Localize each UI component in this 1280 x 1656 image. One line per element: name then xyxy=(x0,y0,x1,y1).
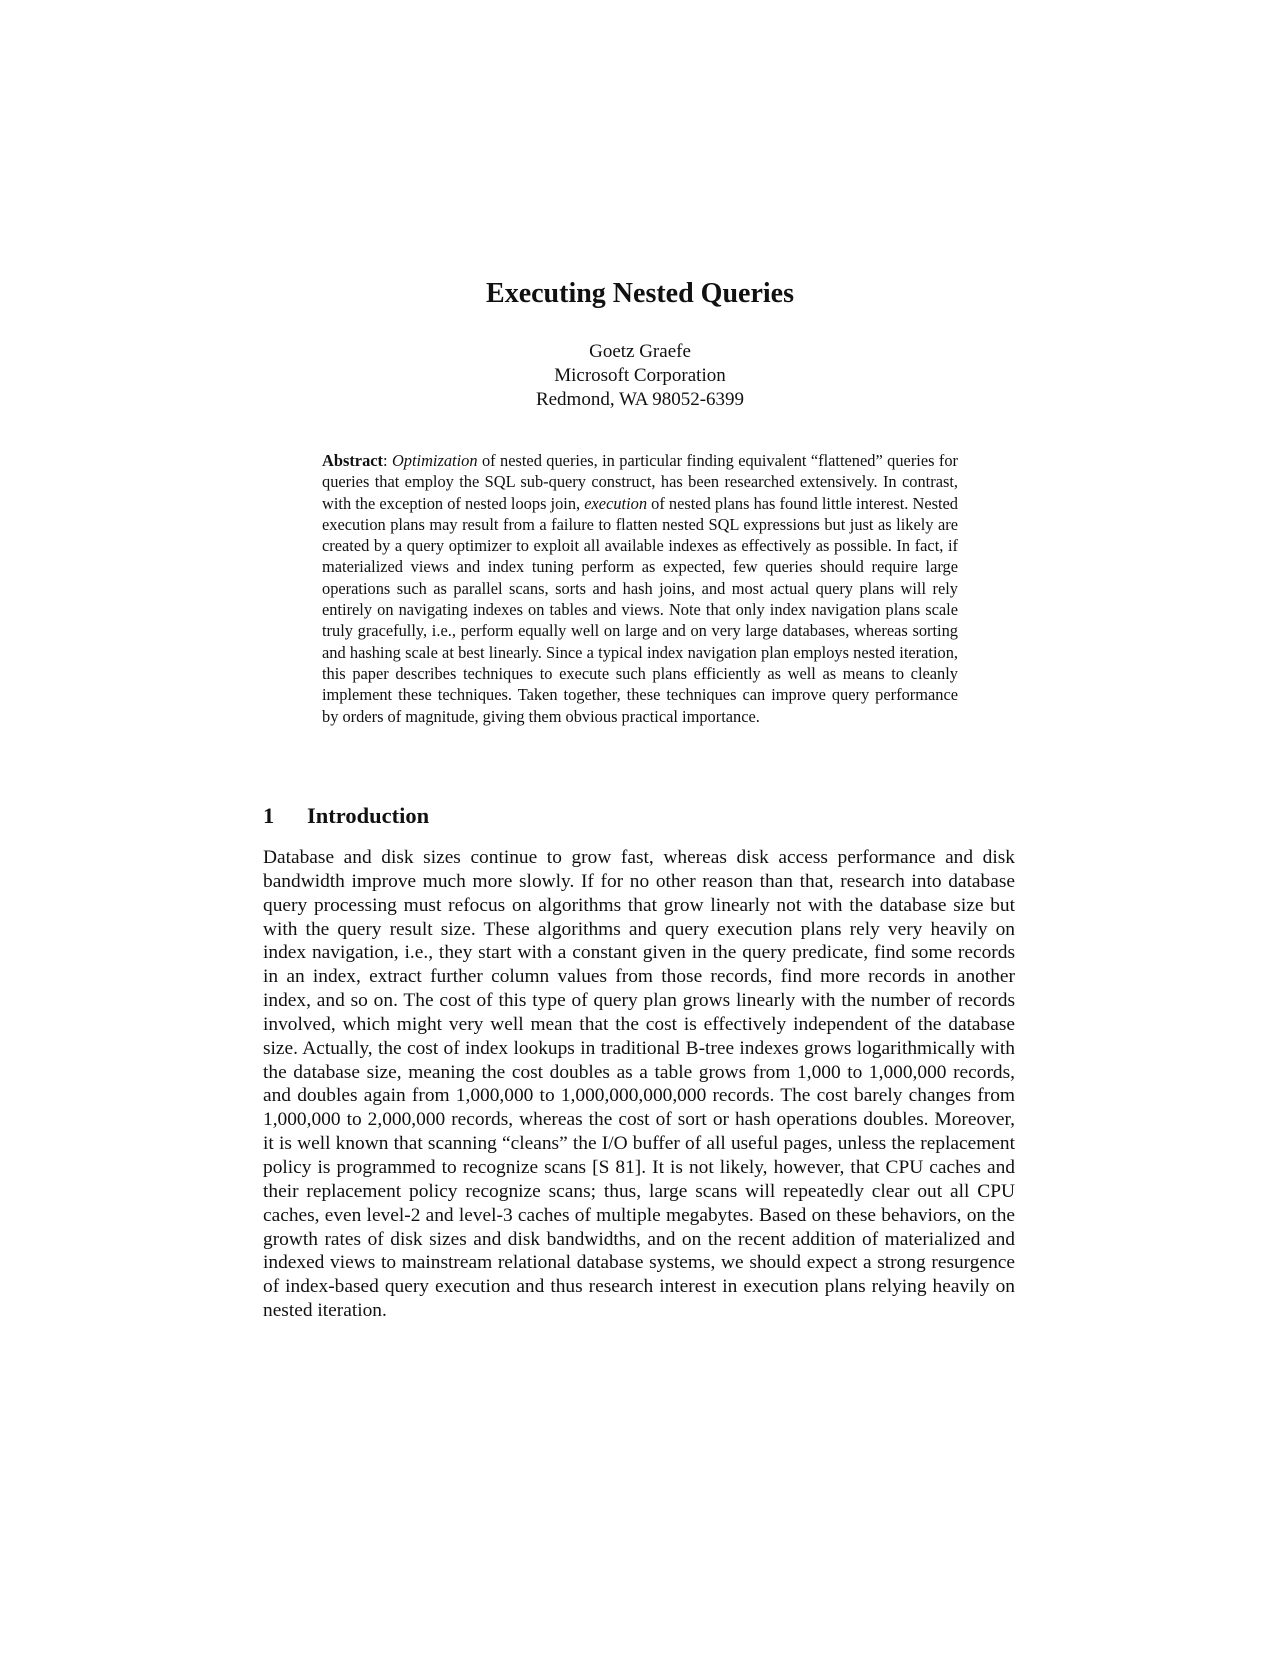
abstract-emphasis-execution: execution xyxy=(584,493,648,513)
abstract xyxy=(322,450,958,727)
section-heading-introduction xyxy=(263,803,429,829)
introduction-paragraph: Database and disk sizes continue to grow fast, whereas disk access performance and disk bandwidth improve much more slowly. If for no other reason than that, research into database query processing must refocus on algorithms that grow linearly not with the database size but with the query result size. These algorithms and query execution plans rely very heavily on index navigation, i.e., they start with a constant given in the query predicate, find some records in an index, extract further column values from those records, find more records in another index, and so on. The cost of this type of query plan grows linearly with the number of records involved, which might very well mean that the cost is effectively independent of the database size. Actually, the cost of index lookups in traditional B-tree indexes grows logarithmically with the database size, meaning the cost doubles as a table grows from 1,000 to 1,000,000 records, and doubles again from 1,000,000 to 1,000,000,000,000 records. The cost barely changes from 1,000,000 to 2,000,000 records, whereas the cost of sort or hash operations doubles. Moreover, it is well known that scanning “cleans” the I/O buffer of all useful pages, unless the replacement policy is programmed to recognize scans [S 81]. It is not likely, however, that CPU caches and their replacement policy recognize scans; thus, large scans will repeatedly clear out all CPU caches, even level-2 and level-3 caches of multiple megabytes. Based on these behaviors, on the growth rates of disk sizes and disk bandwidths, and on the recent addition of materialized and indexed views to mainstream relational database systems, we should expect a strong resurgence of index-based query execution and thus research interest in execution plans relying heavily on nested iteration. xyxy=(263,847,1015,1322)
paper-title: Executing Nested Queries xyxy=(486,278,794,309)
author-block xyxy=(0,340,1280,412)
author-address: Redmond, WA 98052-6399 xyxy=(535,389,745,410)
author-affiliation: Microsoft Corporation xyxy=(554,365,726,386)
abstract-text-part2: of nested plans has found little interest. Nested execution plans may result from a failure to flatten nested SQL expressions but just as likely are created by a query optimizer to exploit all available indexes as effectively as possible. In fact, if materialized views and index tuning perform as expected, few queries should require large operations such as parallel scans, sorts and hash joins, and most actual query plans will rely entirely on navigating indexes on tables and views. Note that only index navigation plans scale truly gracefully, i.e., perform equally well on large and on very large databases, whereas sorting and hashing scale at best linearly. Since a typical index navigation plan employs nested iteration, this paper describes techniques to execute such plans efficiently as well as means to cleanly implement these techniques. Taken together, these techniques can improve query performance by orders of magnitude, giving them obvious practical importance. xyxy=(322,493,958,726)
section-number: 1 xyxy=(263,803,275,828)
abstract-text-part1: of nested queries, in particular finding equivalent “flattened” queries for queries that employ the SQL sub-query construct, has been researched extensively. In contrast, with the exception of nested loops join, xyxy=(322,451,958,513)
section-title: Introduction xyxy=(307,803,430,828)
abstract-label: Abstract xyxy=(322,451,383,470)
abstract-emphasis-optimization: Optimization xyxy=(391,451,478,470)
author-name: Goetz Graefe xyxy=(589,341,691,362)
abstract-colon: : xyxy=(383,451,392,470)
